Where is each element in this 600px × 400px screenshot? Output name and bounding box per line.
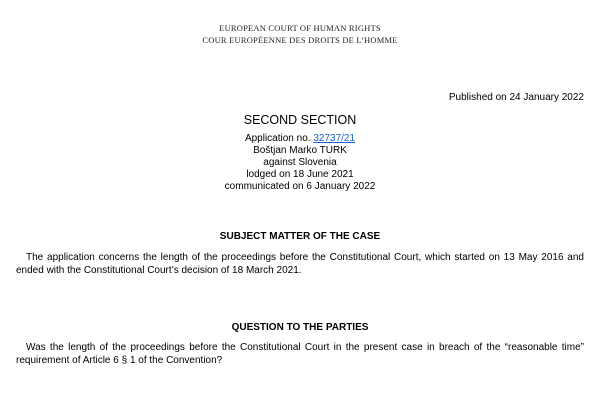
court-name-french: COUR EUROPÉENNE DES DROITS DE L’HOMME [202,35,398,45]
applicant-name: Boštjan Marko TURK [253,145,347,156]
question-text: Was the length of the proceedings before the Constitutional Court in the present case in breach of the “reasonable time” requirement of Article 6 § 1 of the Convention? [16,342,584,366]
application-number-line [0,133,600,145]
respondent-state: against Slovenia [263,157,337,168]
application-block [0,133,600,193]
question-heading: QUESTION TO THE PARTIES [231,322,369,333]
application-number-link[interactable]: 32737/21 [313,133,356,144]
section-title: SECOND SECTION [243,113,357,127]
court-name-english: EUROPEAN COURT OF HUMAN RIGHTS [219,23,381,33]
application-prefix: Application no. [244,133,314,144]
publication-date: Published on 24 January 2022 [448,92,584,103]
subject-matter-heading: SUBJECT MATTER OF THE CASE [219,231,381,242]
subject-matter-text: The application concerns the length of the proceedings before the Constitutional Court, which started on 13 May 2016 and ended with the Constitutional Court’s decision of 18 March 2021. [16,252,584,276]
lodged-date: lodged on 18 June 2021 [246,169,354,180]
communicated-date: communicated on 6 January 2022 [224,181,376,192]
